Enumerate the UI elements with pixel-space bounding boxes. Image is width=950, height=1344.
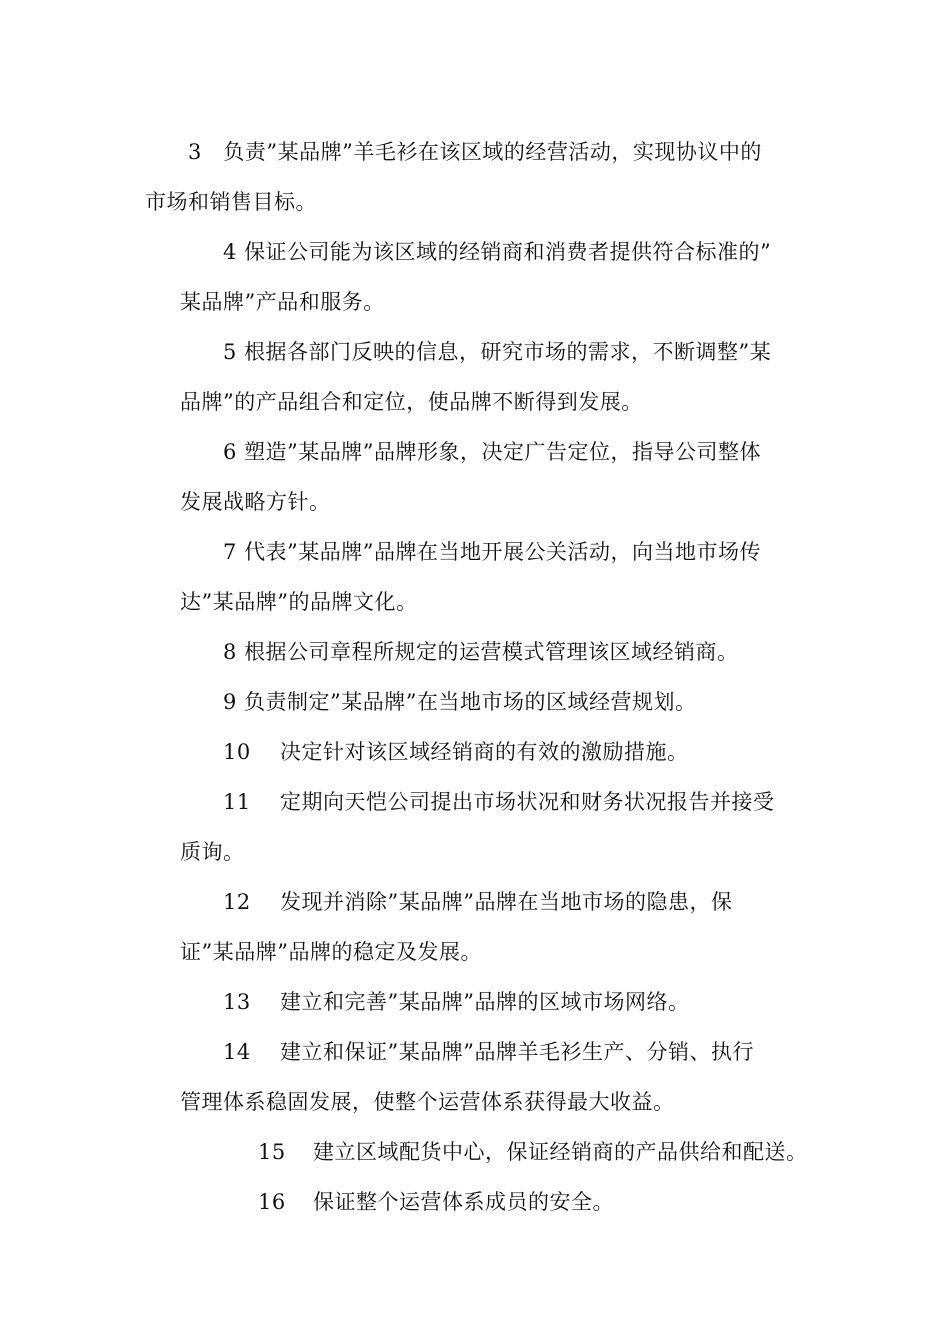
item-5-line-1 bbox=[223, 337, 771, 367]
item-15-number: 15 bbox=[258, 1140, 286, 1164]
item-14-line-2: 管理体系稳固发展，使整个运营体系获得最大收益。 bbox=[180, 1090, 675, 1114]
item-6-line-2: 发展战略方针。 bbox=[180, 490, 331, 514]
item-11-line-1 bbox=[223, 787, 251, 817]
item-7-number: 7 bbox=[223, 540, 237, 564]
item-9-text: 负责制定”某品牌”在当地市场的区域经营规划。 bbox=[244, 690, 697, 714]
item-8-line-1 bbox=[223, 637, 739, 667]
item-4-line-1 bbox=[223, 237, 771, 267]
item-10-text: 决定针对该区域经销商的有效的激励措施。 bbox=[280, 740, 689, 764]
item-7-line-2: 达”某品牌”的品牌文化。 bbox=[180, 590, 418, 614]
item-4-text: 保证公司能为该区域的经销商和消费者提供符合标准的” bbox=[244, 240, 772, 264]
item-15-text: 建立区域配货中心，保证经销商的产品供给和配送。 bbox=[313, 1140, 808, 1164]
item-6-text: 塑造”某品牌”品牌形象，决定广告定位，指导公司整体 bbox=[244, 440, 762, 464]
item-3-line-2: 市场和销售目标。 bbox=[145, 190, 317, 214]
item-11-line-2: 质询。 bbox=[180, 840, 245, 864]
item-7-line-1 bbox=[223, 537, 761, 567]
item-16-line-1 bbox=[258, 1187, 286, 1217]
item-8-number: 8 bbox=[223, 640, 237, 664]
item-10-line-1 bbox=[223, 737, 251, 767]
item-8-text: 根据公司章程所规定的运营模式管理该区域经销商。 bbox=[244, 640, 739, 664]
item-7-text: 代表”某品牌”品牌在当地开展公关活动，向当地市场传 bbox=[244, 540, 762, 564]
item-3-number: 3 bbox=[188, 140, 202, 164]
item-5-line-2: 品牌”的产品组合和定位，使品牌不断得到发展。 bbox=[180, 390, 643, 414]
item-4-number: 4 bbox=[223, 240, 237, 264]
item-6-line-1 bbox=[223, 437, 761, 467]
item-12-number: 12 bbox=[223, 890, 251, 914]
item-9-line-1 bbox=[223, 687, 697, 717]
item-5-number: 5 bbox=[223, 340, 237, 364]
item-14-number: 14 bbox=[223, 1040, 251, 1064]
item-6-number: 6 bbox=[223, 440, 237, 464]
item-15-line-1 bbox=[258, 1137, 286, 1167]
item-11-number: 11 bbox=[223, 790, 251, 814]
item-14-line-1 bbox=[223, 1037, 251, 1067]
item-4-line-2: 某品牌”产品和服务。 bbox=[180, 290, 385, 314]
item-12-text: 发现并消除”某品牌”品牌在当地市场的隐患，保 bbox=[280, 890, 733, 914]
item-13-text: 建立和完善”某品牌”品牌的区域市场网络。 bbox=[280, 990, 690, 1014]
item-16-text: 保证整个运营体系成员的安全。 bbox=[313, 1190, 614, 1214]
item-10-number: 10 bbox=[223, 740, 251, 764]
item-13-number: 13 bbox=[223, 990, 251, 1014]
item-5-text: 根据各部门反映的信息，研究市场的需求，不断调整”某 bbox=[244, 340, 772, 364]
item-14-text: 建立和保证”某品牌”品牌羊毛衫生产、分销、执行 bbox=[280, 1040, 754, 1064]
item-11-text: 定期向天恺公司提出市场状况和财务状况报告并接受 bbox=[280, 790, 775, 814]
item-13-line-1 bbox=[223, 987, 251, 1017]
item-12-line-2: 证”某品牌”品牌的稳定及发展。 bbox=[180, 940, 482, 964]
item-16-number: 16 bbox=[258, 1190, 286, 1214]
item-12-line-1 bbox=[223, 887, 251, 917]
item-3-line-1 bbox=[188, 137, 762, 167]
item-3-text: 负责”某品牌”羊毛衫在该区域的经营活动，实现协议中的 bbox=[223, 140, 762, 164]
item-9-number: 9 bbox=[223, 690, 237, 714]
